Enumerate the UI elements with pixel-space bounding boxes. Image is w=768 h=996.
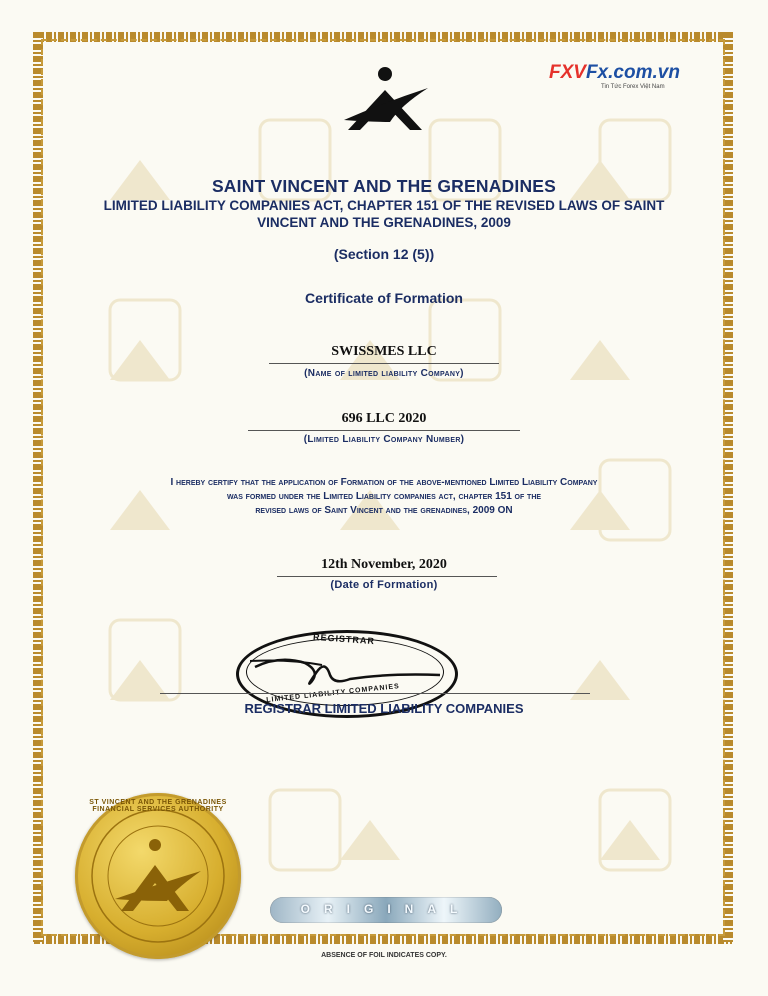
stamp-bottom-text: LIMITED LIABILITY COMPANIES: [266, 683, 401, 704]
formation-date-caption: (Date of Formation): [330, 579, 438, 591]
registrar-title: REGISTRAR LIMITED LIABILITY COMPANIES: [244, 701, 524, 716]
fx-logo: [549, 62, 680, 90]
company-name: SWISSMES LLC: [331, 344, 437, 359]
section-reference: (Section 12 (5)): [333, 246, 435, 262]
certify-line-1: I hereby certify that the application of Formation of the above-mentioned Limited Liability Company: [170, 477, 598, 488]
logo-brand: Fx.com.vn: [585, 62, 680, 83]
formation-date: 12th November, 2020: [321, 557, 447, 572]
company-name-caption: (Name of limited liability Company): [304, 368, 464, 379]
gold-seal: [75, 793, 241, 959]
date-underline: [277, 576, 497, 577]
foil-label: ORIGINAL: [300, 902, 472, 916]
act-line-1: LIMITED LIABILITY COMPANIES ACT, CHAPTER 151 OF THE REVISED LAWS OF SAINT: [103, 198, 665, 213]
country-heading: SAINT VINCENT AND THE GRENADINES: [211, 176, 557, 196]
foil-notice: ABSENCE OF FOIL INDICATES COPY.: [321, 952, 447, 959]
logo-tagline: Tin Tức Forex Việt Nam: [601, 84, 665, 90]
registrar-signature-line: [160, 693, 590, 694]
certify-line-3: revised laws of Saint Vincent and the grenadines, 2009 ON: [255, 505, 513, 516]
number-underline: [248, 430, 520, 431]
emblem-icon: [340, 62, 430, 134]
seal-emblem-icon: [75, 793, 241, 959]
name-underline: [269, 363, 499, 364]
company-number-caption: (Limited Liability Company Number): [303, 434, 465, 445]
act-line-2: VINCENT AND THE GRENADINES, 2009: [257, 215, 511, 230]
certificate-title: Certificate of Formation: [305, 290, 463, 306]
signature: [250, 645, 450, 695]
seal-ring-text: ST VINCENT AND THE GRENADINES FINANCIAL SERVICES AUTHORITY: [89, 799, 227, 813]
certify-line-2: was formed under the Limited Liability companies act, chapter 151 of the: [226, 491, 542, 502]
stamp-top-text: REGISTRAR: [312, 631, 376, 647]
logo-prefix: FXV: [549, 62, 586, 83]
original-foil: [270, 897, 502, 923]
company-number: 696 LLC 2020: [341, 411, 427, 426]
